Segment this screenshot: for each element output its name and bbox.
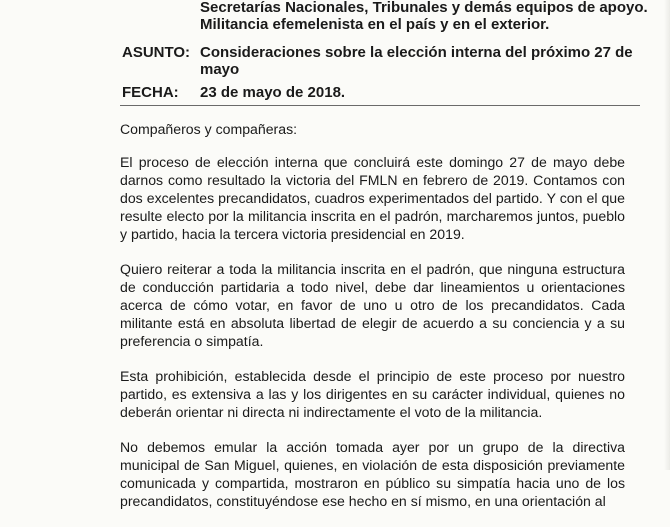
date-label: FECHA: bbox=[122, 84, 179, 101]
recipients-line-1: Secretarías Nacionales, Tribunales y demás equipos de apoyo. bbox=[200, 0, 648, 16]
recipients-line-2: Militancia efemelenista en el país y en el exterior. bbox=[200, 16, 550, 33]
paragraph-1: El proceso de elección interna que concluirá este domingo 27 de mayo debe darnos como resultado la victoria del FMLN en febrero de 2019. Contamos con dos excelentes precandidatos, cuadros experimentados del partido. Y con el que resulte electo por la militancia inscrita en el padrón, marcharemos juntos, pueblo y partido, hacia la tercera victoria presidencial en 2019. bbox=[120, 154, 625, 242]
date-value: 23 de mayo de 2018. bbox=[200, 84, 346, 101]
subject-line-1: Consideraciones sobre la elección interna del próximo 27 de bbox=[200, 44, 633, 61]
letter-body bbox=[120, 120, 625, 527]
subject-line-2: mayo bbox=[200, 61, 240, 78]
greeting: Compañeros y compañeras: bbox=[120, 121, 298, 137]
paragraph-3: Esta prohibición, establecida desde el principio de este proceso por nuestro partido, es extensiva a las y los dirigentes en su carácter individual, quienes no deberán orientar ni directa ni indirectamente el voto de la militancia. bbox=[120, 368, 625, 420]
header-divider bbox=[120, 105, 640, 106]
scan-edge-shading bbox=[664, 0, 670, 470]
subject-label: ASUNTO: bbox=[122, 44, 191, 61]
paragraph-2: Quiero reiterar a toda la militancia inscrita en el padrón, que ninguna estructura de conducción partidaria a todo nivel, debe dar lineamientos u orientaciones acerca de cómo votar, en favor de uno u otro de los precandidatos. Cada militante está en absoluta libertad de elegir de acuerdo a su conciencia y a su preferencia o simpatía. bbox=[120, 261, 625, 349]
subject-value bbox=[200, 44, 640, 78]
paragraph-4: No debemos emular la acción tomada ayer por un grupo de la directiva municipal de San Miguel, quienes, en violación de esta disposición previamente comunicada y compartida, mostraron en público su simpatía hacia uno de los precandidatos, constituyéndose ese hecho en sí mismo, en una orientación al bbox=[120, 439, 625, 509]
